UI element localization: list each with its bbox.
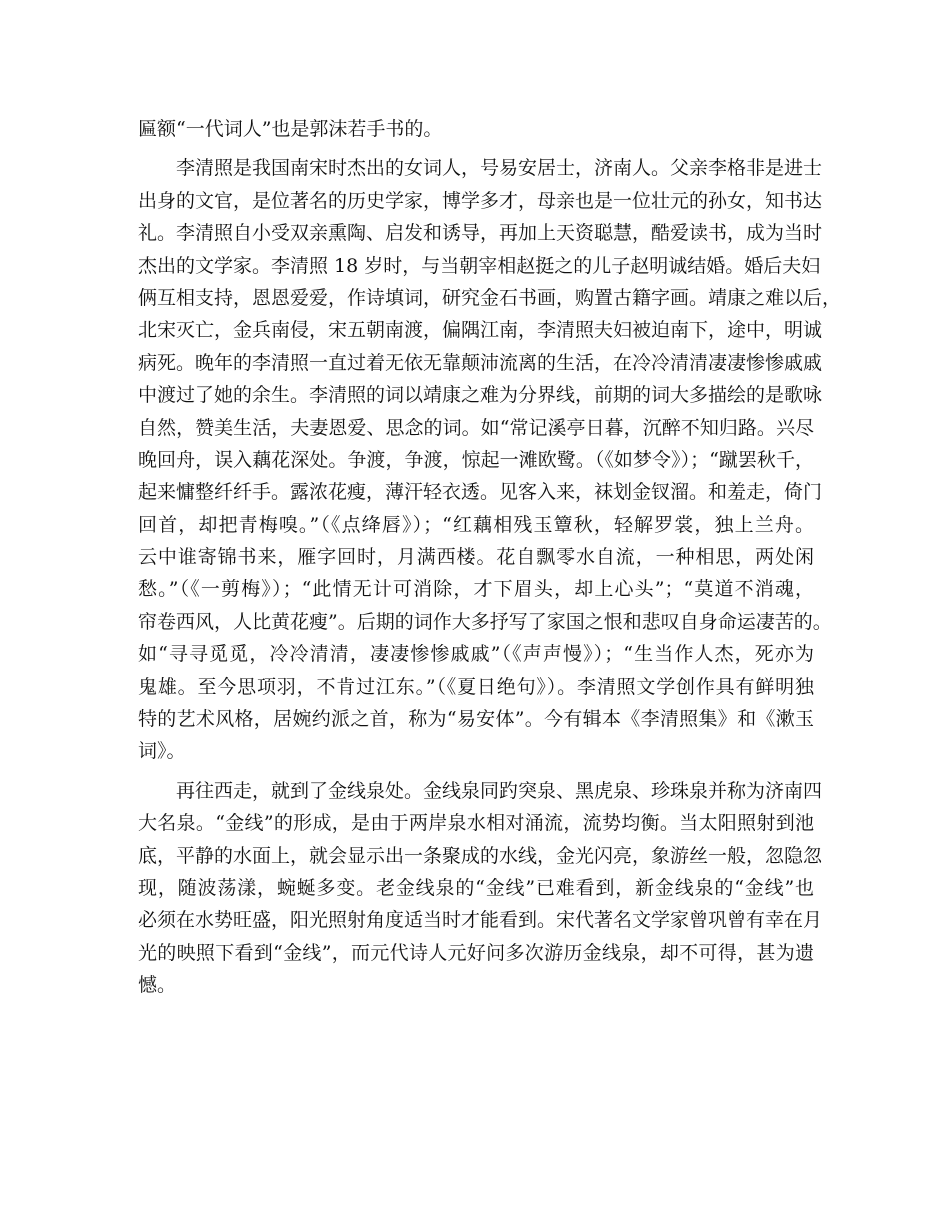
paragraph-spacer — [138, 768, 814, 775]
text-line: 底，平静的水面上，就会显示出一条聚成的水线，金光闪亮，象游丝一般，忽隐忽 — [138, 844, 823, 867]
text-line: 云中谁寄锦书来，雁字回时，月满西楼。花自飘零水自流，一种相思，两处闲 — [138, 546, 814, 569]
text-line: 晚回舟，误入藕花深处。争渡，争渡，惊起一滩欧鹭。（《如梦令》）；“蹴罢秋千， — [138, 448, 814, 471]
text-line: 中渡过了她的余生。李清照的词以靖康之难为分界线，前期的词大多描绘的是歌咏 — [138, 384, 823, 407]
text-line: 病死。晚年的李清照一直过着无依无靠颠沛流离的生活，在冷冷清清凄凄惨惨戚戚 — [138, 351, 823, 374]
text-line: 如“寻寻觅觅，冷冷清清，凄凄惨惨戚戚”（《声声慢》）；“生当作人杰，死亦为 — [138, 643, 814, 666]
text-line: 俩互相支持，恩恩爱爱，作诗填词，研究金石书画，购置古籍字画。靖康之难以后， — [138, 286, 842, 309]
text-line: 起来慵整纤纤手。露浓花瘦，薄汗轻衣透。见客入来，袜划金钗溜。和羞走，倚门 — [138, 481, 823, 504]
text-line: 大名泉。“金线”的形成，是由于两岸泉水相对涌流，流势均衡。当太阳照射到池 — [138, 812, 814, 835]
text-line: 帘卷西风，人比黄花瘦”。后期的词作大多抒写了家国之恨和悲叹自身命运凄苦的。 — [138, 610, 832, 633]
text-line: 杰出的文学家。李清照 18 岁时，与当朝宰相赵挺之的儿子赵明诚结婚。婚后夫妇 — [138, 254, 821, 277]
text-line: 鬼雄。至今思项羽，不肯过江东。”（《夏日绝句》）。李清照文学创作具有鲜明独 — [138, 675, 814, 698]
text-line: 北宋灭亡，金兵南侵，宋五朝南渡，偏隅江南，李清照夫妇被迫南下，途中，明诚 — [138, 319, 823, 342]
paragraph-3 — [138, 775, 823, 1002]
text-line: 匾额“一代词人”也是郭沫若手书的。 — [138, 118, 443, 140]
text-line: 礼。李清照自小受双亲熏陶、启发和诱导，再加上天资聪慧，酷爱读书，成为当时 — [138, 222, 823, 245]
text-line: 憾。 — [138, 974, 177, 997]
paragraph-1 — [138, 113, 814, 145]
text-line: 特的艺术风格，居婉约派之首，称为“易安体”。今有辑本《李清照集》和《漱玉 — [138, 708, 814, 731]
paragraph-spacer — [138, 145, 814, 152]
text-line: 现，随波荡漾，蜿蜒多变。老金线泉的“金线”已难看到，新金线泉的“金线”也 — [138, 876, 814, 899]
text-line: 自然，赞美生活，夫妻恩爱、思念的词。如“常记溪亭日暮，沉醉不知归路。兴尽 — [138, 416, 814, 439]
text-line: 必须在水势旺盛，阳光照射角度适当时才能看到。宋代著名文学家曾巩曾有幸在月 — [138, 909, 823, 932]
paragraph-2 — [138, 152, 842, 767]
text-line: 回首，却把青梅嗅。”（《点绛唇》）；“红藕相残玉簟秋，轻解罗裳，独上兰舟。 — [138, 513, 814, 536]
text-line: 词》。 — [138, 740, 186, 763]
text-line: 愁。”（《一剪梅》）；“此情无计可消除，才下眉头，却上心头”；“莫道不消魂， — [138, 578, 814, 601]
text-line: 再往西走，就到了金线泉处。金线泉同趵突泉、黑虎泉、珍珠泉并称为济南四 — [176, 779, 823, 802]
text-line: 出身的文官，是位著名的历史学家，博学多才，母亲也是一位壮元的孙女，知书达 — [138, 189, 823, 212]
document-page — [138, 113, 842, 1002]
text-line: 光的映照下看到“金线”，而元代诗人元好问多次游历金线泉，却不可得，甚为遗 — [138, 941, 814, 964]
text-line: 李清照是我国南宋时杰出的女词人，号易安居士，济南人。父亲李格非是进士 — [176, 157, 823, 180]
